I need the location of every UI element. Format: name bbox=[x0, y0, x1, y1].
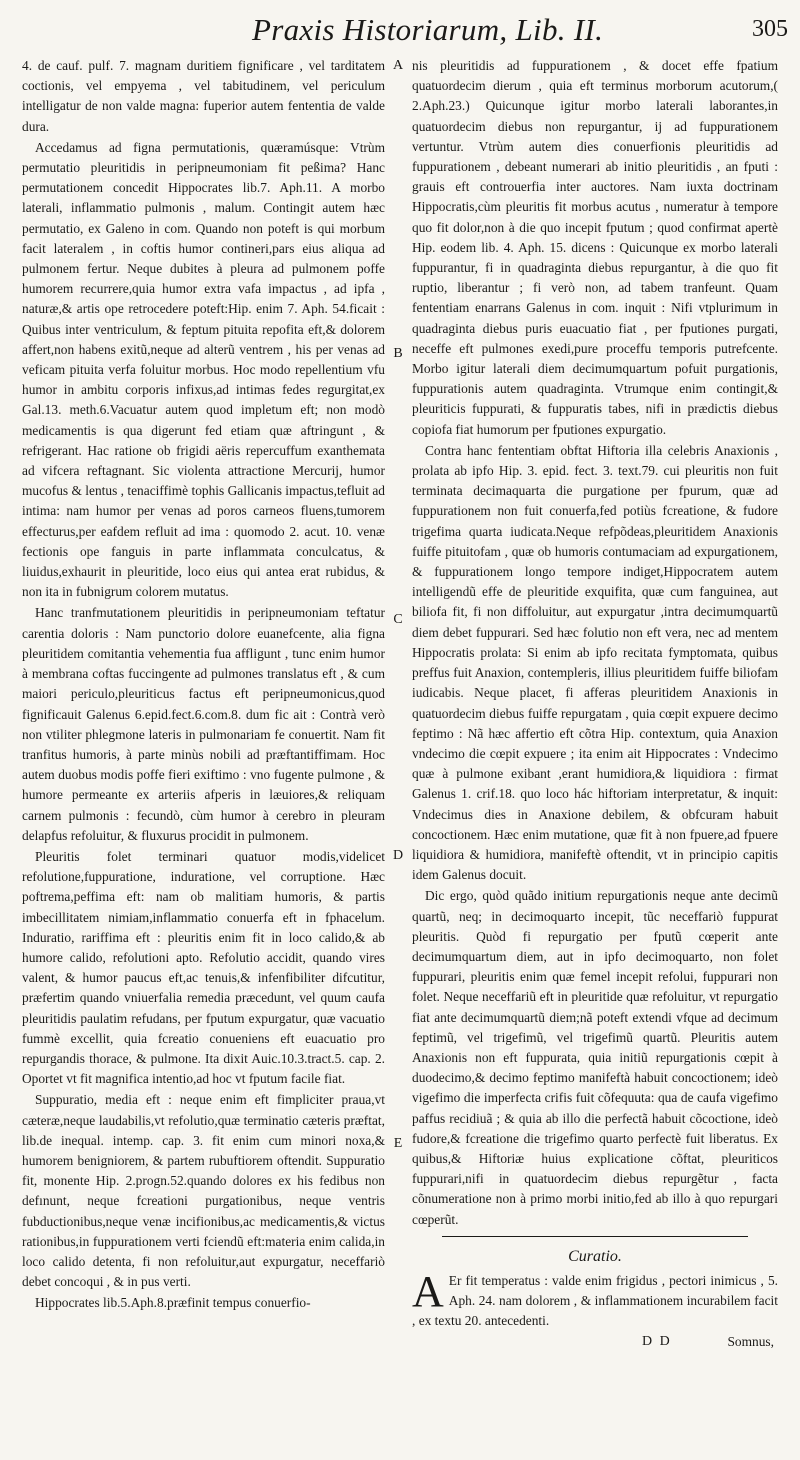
page-footer bbox=[412, 1332, 778, 1354]
right-column bbox=[412, 56, 778, 1354]
curatio-text: Er fit temperatus : valde enim frigidus , pectori inimicus , 5. Aph. 24. nam dolorem , & inflammationem incurabilem facit , ex textu 20. antecedenti. bbox=[412, 1272, 778, 1329]
running-title: Praxis Historiarum, Lib. II. bbox=[252, 12, 604, 47]
section-divider bbox=[442, 1236, 748, 1237]
paragraph: nis pleuritidis ad fuppurationem , & docet effe fpatium quatuordecim dierum , quia eft terminus morborum acutorum,( 2.Aph.23.) Quicunque igitur morbo laterali laborantes,in quatuordecim diebus non repurgantur, ij ad fuppurationem vertuntur. Vtrùm autem dies conuerfionis pleuritidis ad fuppurationem , debeant numerari ab initio pleuritidis , an fputi : grauis eft controuerfia inter auctores. Nam iuxta doctrinam Hippocratis,cùm pleuritis fit morbus acutus , numeratur à tempore quo fit dolor,non à die quo incepit fputum ; quod confirmat apertè Hip. eodem lib. 4. Aph. 15. dicens : Quicunque ex morbo laterali fuppurantur, fi in quadraginta diebus repurgantur, à die quo fit ruptio, liberantur ; fi verò non, ad tabem tranfeunt. Quam fententiam enarrans Galenus in com. inquit : Nifi vtplurimum in quadraginta diebus puris euacuatio fiat , per fputiones purgati, neceffe eft pulmones exedi,pure proceffu temporis putrefcente. Morbo igitur laterali diem decimumquartum pofuit purgationis, fuppurationis autem quadraginta. Vtrumque enim contingit,& pleuriticis fuppurati, & fuppuratis tabes, nifi in prædictis diebus copiofa fiat humorum per fputiones expurgatio. bbox=[412, 58, 778, 437]
paragraph: Hippocrates lib.5.Aph.8.præfinit tempus conuerfio- bbox=[35, 1295, 311, 1311]
margin-marker-b: B bbox=[393, 346, 403, 361]
margin-marker-c: C bbox=[393, 612, 403, 627]
paragraph: Dic ergo, quòd quãdo initium repurgationis neque ante decimũ quartũ, neq; in decimoquarto incepit, tũc neceffariò fuppurat pleuritis. Quòd fi repurgatio per fputũ cœperit ante decimumquartum diem, aut in ipfo decimoquarto, non folet fuppurari, pleuritis enim quæ femel incepit refolui, fuppurari non folet. Neque neceffariũ eft in pleuritide quæ refoluitur, vt repurgatio fiat ante decimumquartũ diem;nã poteft extendi vfque ad decimum feptimũ, vel trigefimũ, vel trigefimũ quartũ. Pleuritis autem Anaxionis non eft fuppurata, quia initiũ repurgationis cœpit à duodecimo,& decimo feptimo manifeftà habuit concoctionem; ideò vigefimo die imperfecta crifis fuit cõfequuta: qua de caufa vigefimo paffus recidiuã ; & quia ab illo die perfectã habuit cõcoctione, ideò fudore,& fcreatione die trigefimo quarto perfectè fuit liberatus. Ex quibus,& Hiftoriæ huius explicatione cõftat, pleuriticos fuppurari,nifi in quatuordecim diebus repurgẽtur , facta cõnumeratione non à primo morbi initio,fed ab illo à quo repurgari cœperũt. bbox=[412, 888, 778, 1227]
margin-marker-d: D bbox=[392, 848, 404, 863]
paragraph: 4. de cauf. pulf. 7. magnam duritiem fignificare , vel tarditatem coctionis, vel empyema , vel tabitudinem, vel periculum intelligatur de non valde magna: fuperior autem fententia de valde dura. bbox=[22, 58, 385, 134]
drop-cap: A bbox=[412, 1266, 444, 1316]
paragraph: Accedamus ad figna permutationis, quæramúsque: Vtrùm permutatio pleuritidis in peripneumoniam fit peßima? Hanc permutationem concedit Hippocrates lib.7. Aph.11. A morbo laterali, inflammatio pulmonis , malum. Contingit autem hæc permutatio, ex Galeno in com. Quando non poteft is qui morbum facit lateralem , in coftis humor contineri,pars eius aliqua ad pulmonem fertur. Neque dubites à pleura ad pulmonem poffe humorem recurrere,quia humor extra vafa impactus , ad ipfa , naturæ,& artis ope retrocedere poteft:Hip. enim 7. Aph. 54.ficait : Quibus inter ventriculum, & feptum pituita repofita eft,& dolorem affert,non habens exitũ,neque ad alterũ ventrem , his per venas ad veficam pituita verfa foluitur morbus. Hoc modo repellentium vfu humor in ambitu corporis infixus,ad intimas fedes regurgitat,ex Gal.13. meth.6.Vacuatur autem quod impletum eft; non modò medicamentis is qua digerunt fed etiam quæ aftringunt , & refrigerant. Hac ratione ob frigidi aëris repercuffum exanthemata ad vifcera reftagnant. Sic violenta attractione Mercurij, humor mucofus & lentus , tenaciffimè tophis Gallicanis impactus,tefluit ad intima: nam humor per venas ad poros carneos fluens,tumorem effecturus,per eafdem refluit ad ima : quomodo 2. acut. 10. venæ fectionis ope fanguis in parte inflammata conculcatus, & liuidus,exhaurit in pleuritide, loco eius qui antea erat rubidus, & non ita in fubnigrum colorem mutatus. bbox=[22, 139, 385, 600]
section-heading-curatio: Curatio. bbox=[568, 1247, 622, 1265]
catchword: Somnus, bbox=[727, 1333, 774, 1349]
paragraph: Pleuritis folet terminari quatuor modis,videlicet refolutione,fuppuratione, induratione, vel corruptione. Hæc poftrema,peffima eft: nam ob malitiam humoris, & partis imbecillitatem nimiam,inflammatio conuerfa eft in fphacelum. Induratio, rariffima eft : pleuritis enim fit in loco calido,& ab humore calido, refolutioni apto. Refolutio accidit, quando vires valent, & humor paucus eft,ac tenuis,& infenfibiliter difcutitur, præfertim quando vniuerfalia remedia præcedunt, vel quum caufa pleuritidis paulatim refudans, per fputum expurgatur, quæ vacuatio fummè excellit, quia fcreatio conueniens eft euacuatio pro repurgandis thorace, & pulmone. Ita dixit Auic.10.3.tract.5. cap. 2. Oportet vt fit magnifica intentio,ad hoc vt fputum facile fiat. bbox=[22, 848, 385, 1087]
left-column bbox=[22, 56, 385, 1314]
signature-mark: D D bbox=[642, 1333, 672, 1349]
curatio-paragraph bbox=[412, 1266, 778, 1332]
margin-marker-e: E bbox=[393, 1136, 403, 1151]
paragraph: Suppuratio, media eft : neque enim eft fimpliciter praua,vt cæteræ,neque laudabilis,vt refolutio,quæ terminatio cæteris præftat, lib.de inequal. intemp. cap. 3. fit enim cum minori noxa,& humorem benigniorem, & partem rubuftiorem oftendit. Suppuratio fit, monente Hip. 2.progn.52.quando dolores ex his fedibus non defınunt, neque fcreationi purgationibus, neque ventris fubductionibus,neque venæ incifionibus,ac medicamentis,& victus rationibus,in fuppurationem verti fciendũ eft:materia enim calida,in loco calido detenta, fi non refoluitur,aut expurgatur, neceffariò debet concoqui , & in pus verti. bbox=[22, 1092, 385, 1290]
page-number: 305 bbox=[752, 16, 788, 42]
margin-marker-a: A bbox=[392, 58, 404, 73]
paragraph: Contra hanc fententiam obftat Hiftoria illa celebris Anaxionis , prolata ab ipfo Hip. 3. epid. fect. 3. text.79. cui pleuritis non fuit terminata decimaquarta die purgatione per fpurum, quæ ad fuppurationem non fuit conuerfa,fed potiùs fcreatione, & fudore trigefima quarta iudicata.Neque refpõdeas,pleuritidem Anaxionis fuiffe pituitofam , quæ ob humoris contumaciam ad expurgationem, & fuppurationem longo tempore indiget,Hippocratem autem intelligendũ effe de pleuritide exquifita, quæ cum fanguinea, aut biliofa fit, fi non diffoluitur, aut expurgatur ,intra decimumquartũ diem debet fuppurari. Sed hæc folutio non eft vera, nec ad mentem Hippocratis prolata: Si enim ab ipfo recitata fymptomata, quibus preffus fuit Anaxion, contempleris, illius pleuritidem fuiffe biliofam iudicabis. Neque placet, fi afferas pleuritidem Anaxionis in quatuordecim diebus fuiffe repurgatam , quia cœpit expuere decimo feptimo : Nã hæc affertio eft cõtra Hip. contextum, quia Anaxion vndecimo die cœpit expuere ; ita enim ait Hippocrates : Vndecimo quæ à pulmone exibant ,erant humidiora,& liquidiora : firmat Galenus 1. crif.18. quo loco hác hiftoriam interpretatur, & inquit: Vndecimus dies in Anaxione debilem, & obfcuram habuit concoctionem. Hæc enim mutatione, quæ fit à non fpuere,ad fpuere liquidiora & humidiora, manifeftè oftendit, vt in principio capitis idem Galenus docuit. bbox=[412, 442, 778, 883]
paragraph: Hanc tranfmutationem pleuritidis in peripneumoniam teftatur carentia doloris : Nam punctorio dolore euanefcente, alia figna pleuritidem comitantia vehementia fua affligunt , tunc enim humor à membrana coftas fuccingente ad pulmones translatus eft , & cum maiori periculo,pleuriticus factus eft peripneumonicus,quod fignificauit Galenus 6.epid.fect.6.com.8. dum fic ait : Contrà verò non vtiliter phlegmone lateris in pulmonariam fe conuertit. Nam fit tranfitus humoris, à parte minùs nobili ad præftantiffimam. Hoc autem duobus modis poffe fieri exiftimo : vno fugente pulmone , & humore permeante ex arteriis afperis in læuiores,& reliquam carnem pulmonis : fecundò, cùm humor à cerebro in pleuram delapfus refoluitur, & fluxurus procidit in pulmonem. bbox=[22, 605, 385, 843]
page-header bbox=[0, 8, 800, 52]
